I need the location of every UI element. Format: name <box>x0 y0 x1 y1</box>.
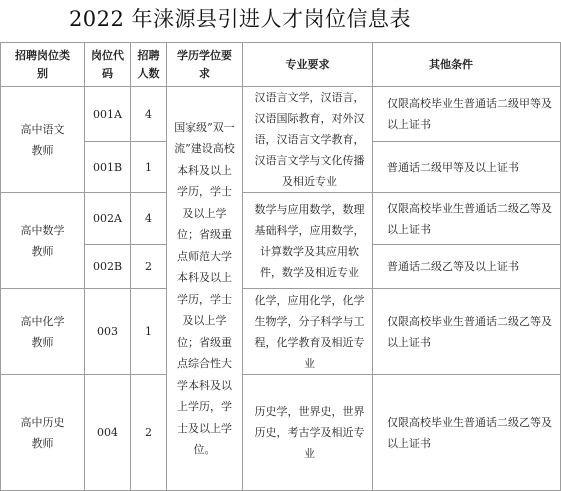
position-table <box>0 42 561 491</box>
header-major: 专业要求 <box>243 43 373 87</box>
header-other: 其他条件 <box>373 43 561 87</box>
header-code: 岗位代码 <box>85 43 131 87</box>
count-cell: 4 <box>131 87 167 142</box>
major-cell: 数学与应用数学，数理基础科学，应用数学，计算数学及其应用软件，数学及相近专业 <box>243 193 373 289</box>
code-cell: 001A <box>85 87 131 142</box>
major-cell: 汉语言文学，汉语言，汉语国际教育，对外汉语，汉语言文学教育，汉语言文学与文化传播及相近专业 <box>243 87 373 193</box>
position-cell: 高中数学教师 <box>1 193 85 289</box>
other-cell: 普通话二级乙等及以上证书 <box>373 245 561 289</box>
other-cell: 仅限高校毕业生普通话二级甲等及以上证书 <box>373 87 561 142</box>
table-header-row <box>1 43 561 87</box>
other-cell: 仅限高校毕业生普通话二级乙等及以上证书 <box>373 193 561 245</box>
major-cell: 化学，应用化学，化学生物学，分子科学与工程，化学教育及相近专业 <box>243 289 373 375</box>
count-cell: 2 <box>131 245 167 289</box>
table-row <box>1 193 561 245</box>
table-row <box>1 87 561 142</box>
header-count: 招聘人数 <box>131 43 167 87</box>
count-cell: 4 <box>131 193 167 245</box>
position-cell: 高中化学教师 <box>1 289 85 375</box>
table-row <box>1 375 561 491</box>
code-cell: 003 <box>85 289 131 375</box>
other-cell: 普通话二级甲等及以上证书 <box>373 142 561 193</box>
other-cell: 仅限高校毕业生普通话二级乙等及以上证书 <box>373 289 561 375</box>
code-cell: 002A <box>85 193 131 245</box>
header-position: 招聘岗位类 别 <box>1 43 85 87</box>
position-cell: 高中历史教师 <box>1 375 85 491</box>
code-cell: 004 <box>85 375 131 491</box>
page-title: 2022 年涞源县引进人才岗位信息表 <box>68 7 412 31</box>
other-cell: 仅限高校毕业生普通话二级乙等及以上证书 <box>373 375 561 491</box>
position-cell: 高中语文教师 <box>1 87 85 193</box>
header-education: 学历学位要求 <box>167 43 243 87</box>
count-cell: 1 <box>131 289 167 375</box>
table-row <box>1 289 561 375</box>
code-cell: 001B <box>85 142 131 193</box>
count-cell: 2 <box>131 375 167 491</box>
code-cell: 002B <box>85 245 131 289</box>
count-cell: 1 <box>131 142 167 193</box>
education-requirement-text: 国家级”双一流”建设高校本科及以上学历，学士及以上学位；省级重点师范大学本科及以上学历，学士及以上学位；省级重点综合性大学本科及以上学历，学士及以上学位。 <box>174 120 235 456</box>
education-requirement-cell <box>167 87 243 491</box>
major-cell: 历史学，世界史，世界历史，考古学及相近专业 <box>243 375 373 491</box>
